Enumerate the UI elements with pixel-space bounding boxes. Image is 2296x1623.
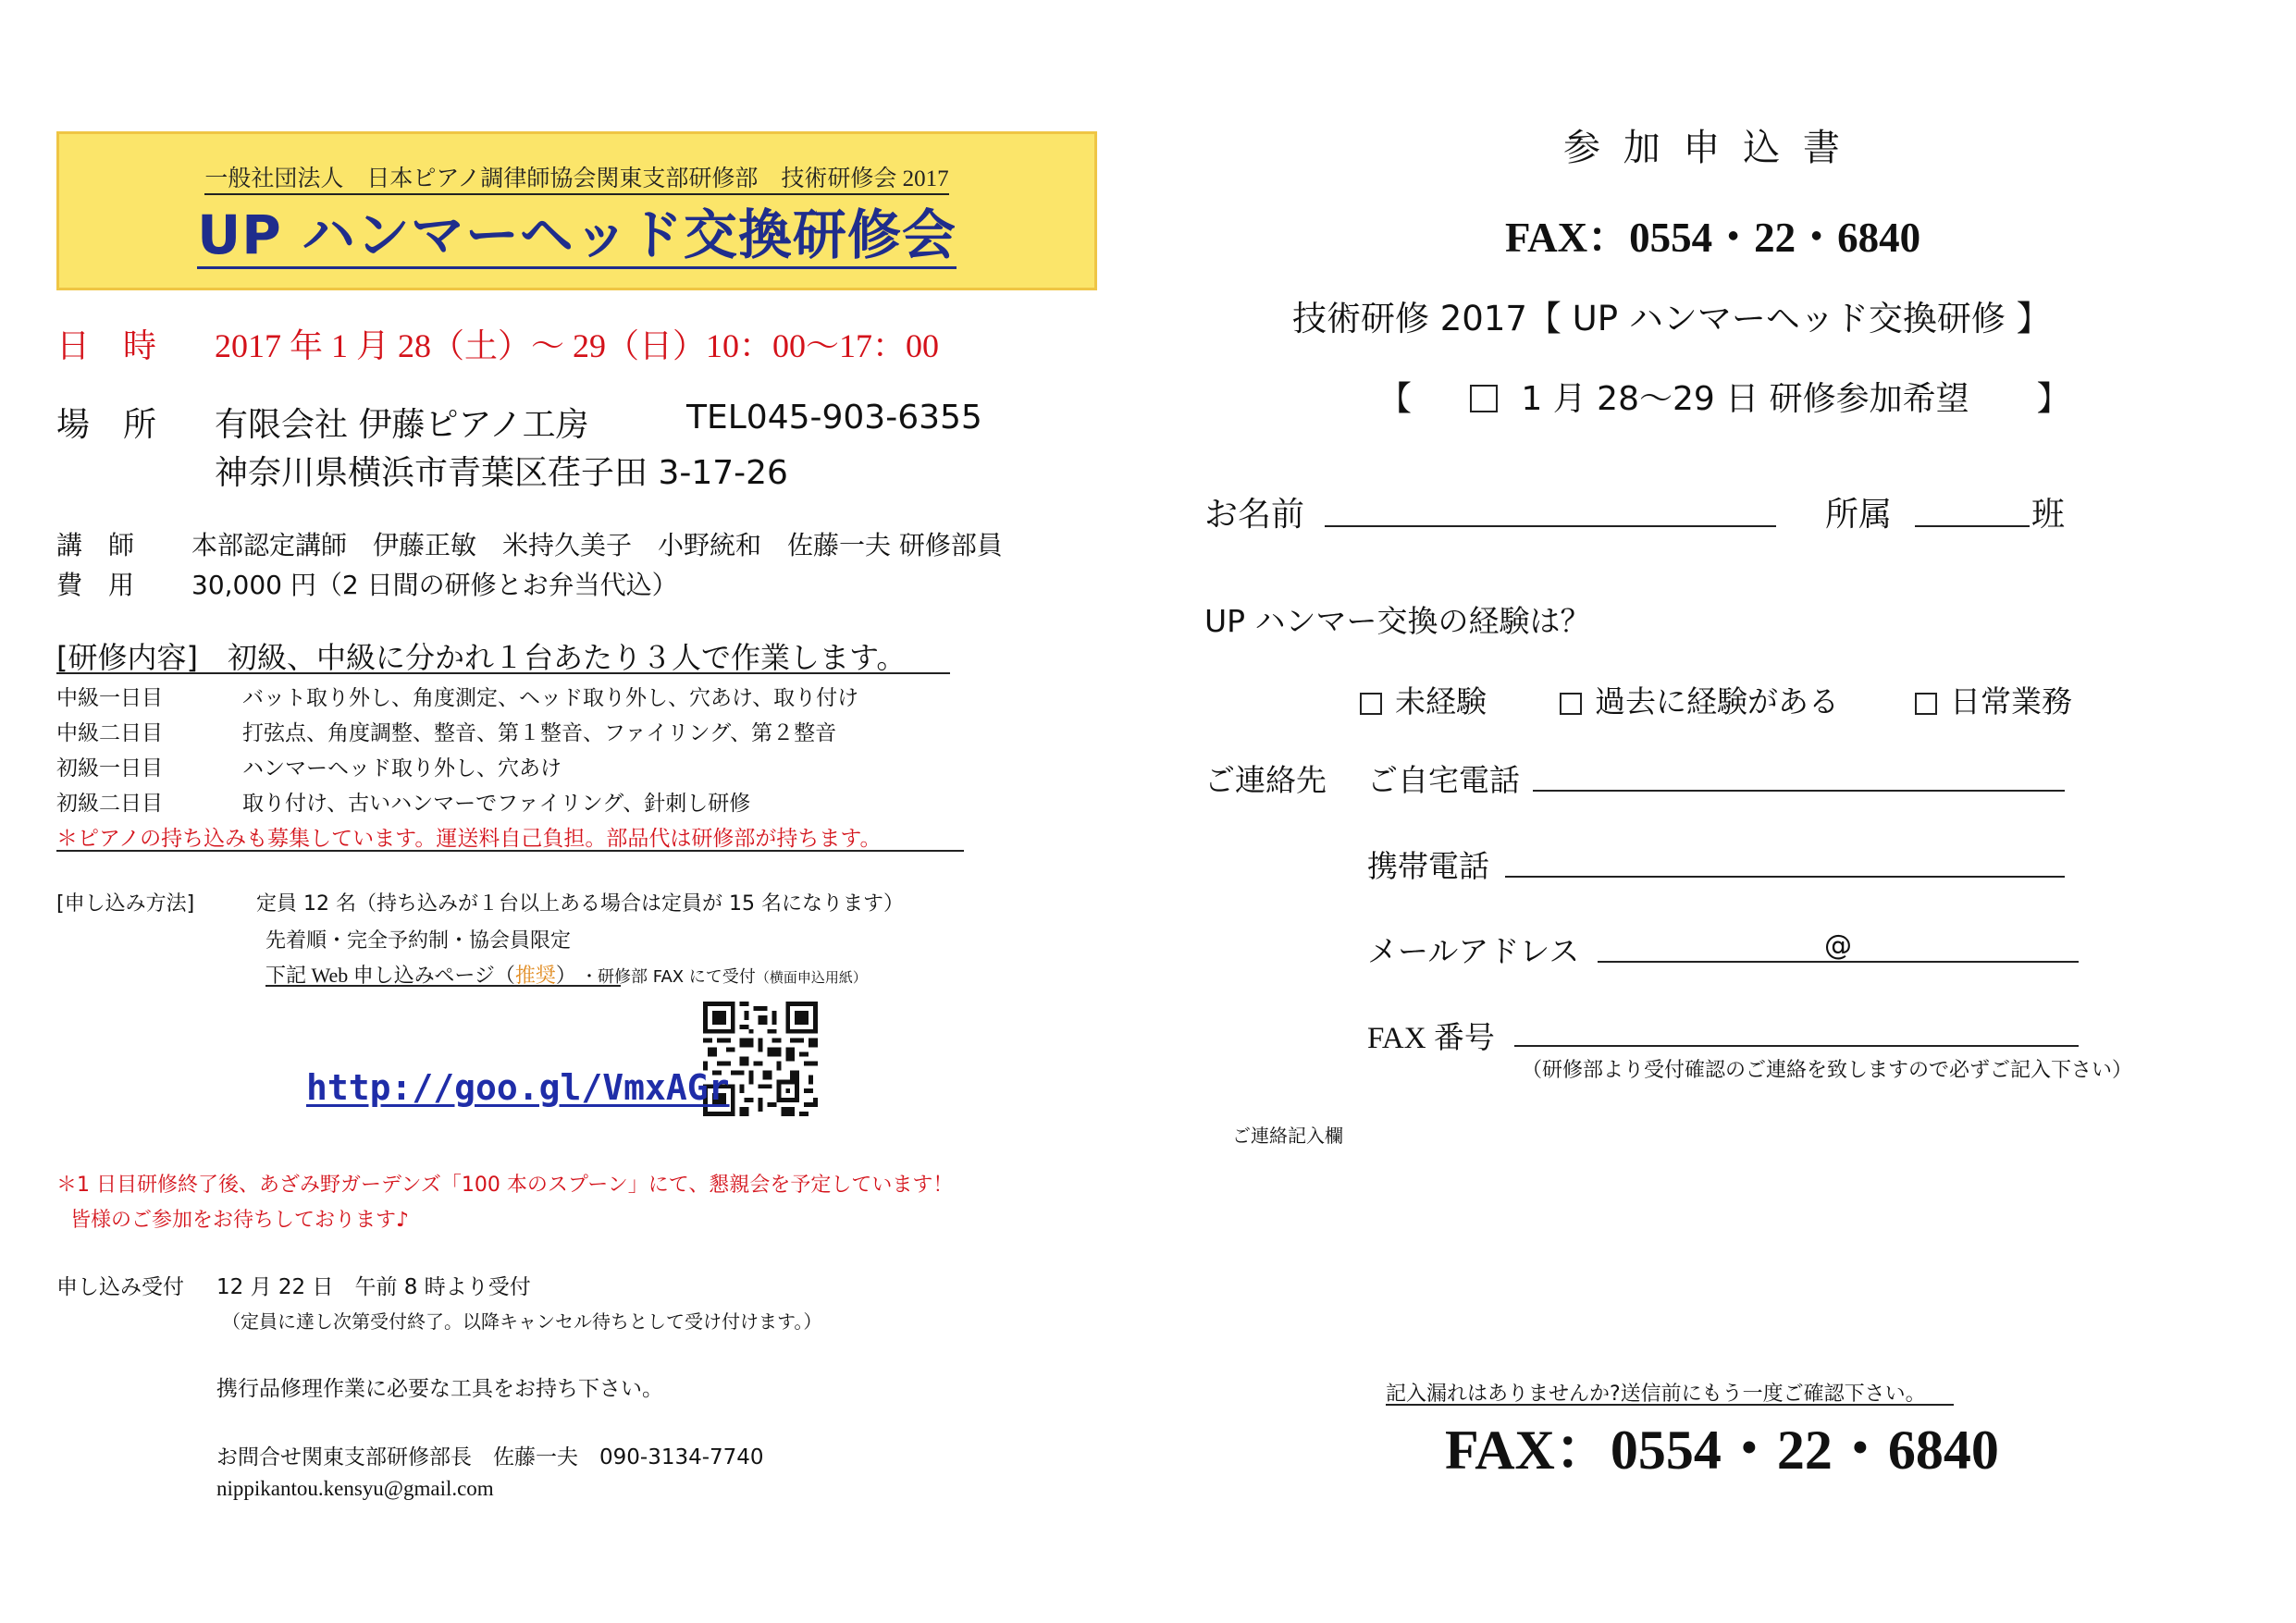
home-phone-field[interactable] — [1533, 790, 2065, 792]
fee-value: 30,000 円（2 日間の研修とお弁当代込） — [191, 570, 678, 600]
wish-checkbox[interactable] — [1470, 385, 1498, 412]
apply-line-1: 定員 12 名（持ち込みが１台以上ある場合は定員が 15 名になります） — [256, 892, 904, 916]
place-name: 有限会社 伊藤ピアノ工房 — [215, 406, 589, 444]
content-heading-underline — [56, 672, 950, 674]
wish-text: 1 月 28～29 日 研修参加希望 — [1521, 380, 1969, 418]
checkbox-past-experience[interactable] — [1560, 693, 1582, 715]
piano-note: ＊ピアノの持ち込みも募集しています。運送料自己負担。部品代は研修部が持ちます。 — [56, 827, 882, 851]
schedule-label-1: 中級一日目 — [56, 686, 163, 710]
experience-option-3[interactable] — [1915, 678, 2072, 721]
place-tel: TEL045-903-6355 — [686, 399, 982, 436]
web-apply-text: 下記 Web 申し込みページ（ — [265, 964, 515, 987]
option-label: 過去に経験がある — [1595, 683, 1839, 719]
wish-row — [1378, 373, 2070, 420]
email-at-sign: @ — [1824, 929, 1852, 962]
fee-label: 費 用 — [56, 570, 135, 600]
datetime-value: 2017 年 1 月 28（土）～ 29（日）10：00～17：00 — [215, 327, 940, 364]
schedule-value-4: 取り付け、古いハンマーでファイリング、針刺し研修 — [242, 792, 751, 816]
option-label: 日常業務 — [1950, 683, 2072, 719]
lecturer-value: 本部認定講師 伊藤正敏 米持久美子 小野統和 佐藤一夫 研修部員 — [191, 530, 1003, 560]
mobile-label: 携帯電話 — [1367, 848, 1489, 884]
check-note: 記入漏れはありませんか?送信前にもう一度ご確認下さい。 — [1386, 1383, 1926, 1406]
recommend-text: 推奨 — [514, 965, 556, 988]
side-form-note: （横面申込用紙） — [755, 969, 867, 986]
experience-option-2[interactable] — [1560, 678, 1839, 721]
accept-label: 申し込み受付 — [56, 1275, 184, 1299]
schedule-label-4: 初級二日目 — [56, 792, 163, 816]
course-name: 技術研修 2017【 UP ハンマーヘッド交換研修 】 — [1292, 299, 2051, 338]
tools-note: 携行品修理作業に必要な工具をお持ち下さい。 — [216, 1377, 663, 1401]
contact-label: ご連絡先 — [1204, 762, 1327, 798]
apply-url-link[interactable] — [306, 1067, 730, 1108]
lecturer-label: 講 師 — [56, 530, 135, 560]
checkbox-daily-work[interactable] — [1915, 693, 1937, 715]
contact-email[interactable]: nippikantou.kensyu@gmail.com — [216, 1477, 494, 1500]
party-note-1: ＊1 日目研修終了後、あざみ野ガーデンズ「100 本のスプーン」にて、懇親会を予定しています！ — [56, 1174, 954, 1197]
mobile-field[interactable] — [1505, 876, 2065, 878]
affiliation-field[interactable] — [1915, 525, 2030, 527]
home-phone-label: ご自宅電話 — [1367, 762, 1520, 798]
accept-value: 12 月 22 日 午前 8 時より受付 — [216, 1275, 531, 1299]
affiliation-label: 所属 — [1825, 496, 1893, 534]
contact-info: お問合せ関東支部研修部長 佐藤一夫 090-3134-7740 — [216, 1445, 764, 1469]
contact-field-label: ご連絡記入欄 — [1232, 1125, 1343, 1147]
schedule-label-3: 初級一日目 — [56, 756, 163, 781]
fax-apply-text: ・研修部 FAX にて受付 — [581, 967, 756, 987]
schedule-label-2: 中級二日目 — [56, 721, 163, 745]
title-banner — [56, 131, 1097, 290]
experience-option-1[interactable] — [1360, 678, 1487, 721]
web-apply-underline — [265, 985, 621, 987]
wish-open-bracket: 【 — [1378, 380, 1413, 418]
web-apply-close: ） — [555, 965, 576, 988]
wish-close-bracket: 】 — [2036, 380, 2070, 418]
fax-number-top: FAX：0554・22・6840 — [1505, 215, 1921, 261]
place-address: 神奈川県横浜市青葉区荏子田 3-17-26 — [215, 454, 788, 492]
place-label: 場 所 — [56, 406, 157, 444]
fax-number-label: FAX 番号 — [1367, 1022, 1495, 1055]
banner-subtitle: 一般社団法人 日本ピアノ調律師協会関東支部研修部 技術研修会 2017 — [204, 166, 948, 195]
banner-title: UP ハンマーヘッド交換研修会 — [197, 203, 957, 269]
content-heading: [研修内容] 初級、中級に分かれ１台あたり３人で作業します。 — [56, 640, 907, 675]
name-label: お名前 — [1204, 496, 1305, 534]
fax-note: （研修部より受付確認のご連絡を致しますので必ずご記入下さい） — [1522, 1059, 2133, 1082]
schedule-value-2: 打弦点、角度調整、整音、第１整音、ファイリング、第２整音 — [242, 721, 837, 745]
apply-url[interactable]: http://goo.gl/VmxAGr — [306, 1067, 730, 1108]
experience-question: UP ハンマー交換の経験は？ — [1204, 603, 1591, 639]
checkbox-no-experience[interactable] — [1360, 693, 1382, 715]
datetime-label: 日 時 — [56, 327, 157, 365]
form-title: 参 加 申 込 書 — [1563, 127, 1845, 169]
email-label: メールアドレス — [1367, 933, 1580, 969]
schedule-value-3: ハンマーヘッド取り外し、穴あけ — [242, 756, 562, 781]
fax-number-field[interactable] — [1514, 1045, 2079, 1047]
piano-note-underline — [56, 850, 964, 852]
schedule-value-1: バット取り外し、角度測定、ヘッド取り外し、穴あけ、取り付け — [242, 686, 859, 710]
accept-note: （定員に達し次第受付終了。以降キャンセル待ちとして受け付けます。） — [222, 1310, 822, 1333]
apply-line-2: 先着順・完全予約制・協会員限定 — [265, 929, 572, 953]
option-label: 未経験 — [1395, 683, 1487, 719]
name-field[interactable] — [1325, 525, 1776, 527]
fax-number-bottom: FAX：0554・22・6840 — [1445, 1420, 1999, 1481]
party-note-2: 皆様のご参加をお待ちしております♪ — [70, 1209, 410, 1232]
apply-label: [申し込み方法] — [56, 892, 195, 916]
affiliation-suffix: 班 — [2031, 496, 2066, 534]
